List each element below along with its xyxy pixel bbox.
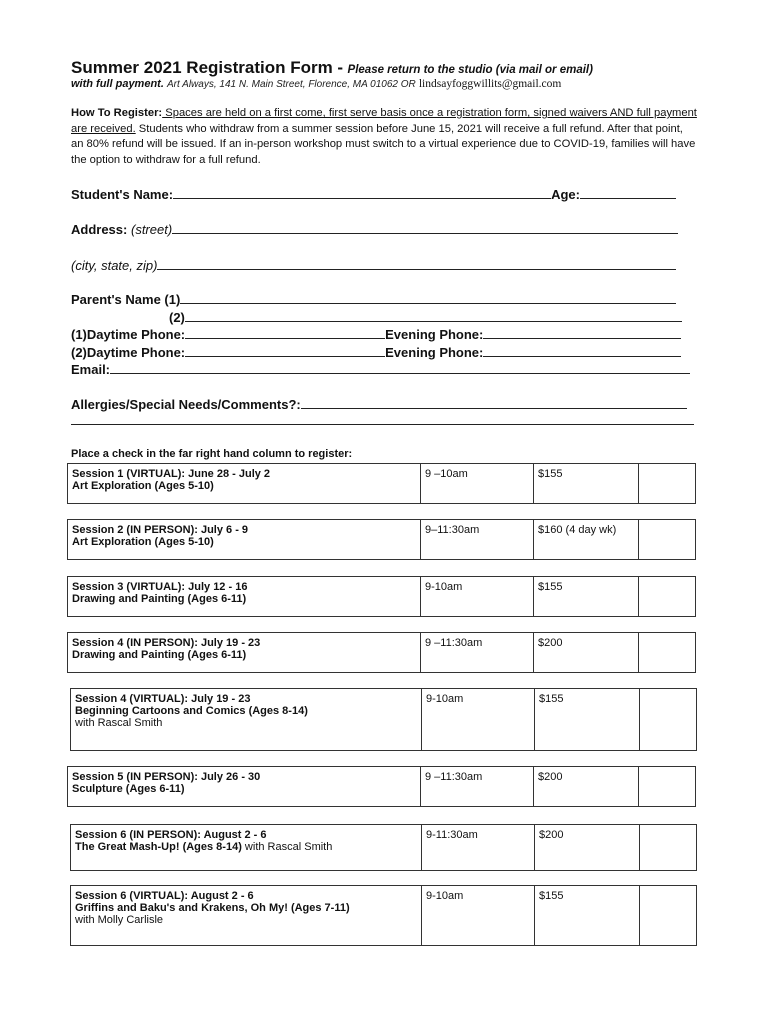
session-info [71,886,422,946]
allergies-label: Allergies/Special Needs/Comments?: [71,397,301,412]
email-label: Email: [71,362,111,377]
session-name: Drawing and Painting (Ages 6-11) [72,593,247,605]
session-title: Session 1 (VIRTUAL): June 28 - July 2 [72,468,271,480]
student-name-row [71,186,676,202]
session-name: The Great Mash-Up! (Ages 8-14) [75,841,242,853]
session-time: 9 –11:30am [421,767,534,807]
session-name: Art Exploration (Ages 5-10) [72,536,214,548]
parent1-row [71,291,676,307]
session-info [68,577,421,617]
daytime1-row [71,326,681,342]
parent2-row [169,309,682,325]
session-row [67,576,696,617]
session-name: Beginning Cartoons and Comics (Ages 8-14) [75,705,308,717]
session-row [70,824,697,871]
register-checkbox[interactable] [639,633,696,673]
session-time: 9–11:30am [421,520,534,560]
session-title: Session 4 (VIRTUAL): July 19 - 23 [75,693,251,705]
evening1-input[interactable] [483,326,681,339]
session-row [70,688,697,751]
how-to-rest: Students who withdraw from a summer session before June 15, 2021 will receive a full refund. After that point, an 80% refund will be issued. If an in-person workshop must switch to a virtual experience due to COVID-19, families will have the option to withdraw for a full refund. [71,122,696,166]
register-checkbox[interactable] [639,464,696,504]
street-label: (street) [130,222,173,237]
session-title: Session 2 (IN PERSON): July 6 - 9 [72,524,249,536]
session-price: $155 [535,886,640,946]
session-time: 9-11:30am [422,825,535,871]
age-label: Age: [551,187,580,202]
session-info [71,825,422,871]
age-input[interactable] [580,186,676,199]
session-time: 9-10am [422,689,535,751]
evening2-input[interactable] [483,344,681,357]
session-title: Session 5 (IN PERSON): July 26 - 30 [72,771,261,783]
session-price: $200 [535,825,640,871]
session-info [68,633,421,673]
session-name: Art Exploration (Ages 5-10) [72,480,214,492]
student-name-label: Student's Name: [71,187,174,202]
session-time: 9-10am [421,577,534,617]
street-row [71,221,678,237]
payment-note: with full payment. [71,78,164,90]
session-time: 9 –10am [421,464,534,504]
parent1-label: Parent's Name (1) [71,292,181,307]
session-instructor: with Rascal Smith [241,841,333,853]
parent2-input[interactable] [185,309,682,322]
session-price: $155 [535,689,640,751]
session-info [68,464,421,504]
how-to-register [71,106,697,168]
session-price: $160 (4 day wk) [534,520,639,560]
allergies-input[interactable] [301,396,687,409]
session-instructor: with Rascal Smith [75,717,163,729]
email-input[interactable] [110,361,690,374]
address-label: Address: [71,222,128,237]
form-title: Summer 2021 Registration Form - [71,58,344,77]
register-checkbox[interactable] [639,520,696,560]
studio-address: Art Always, 141 N. Main Street, Florence, MA 01062 OR [166,79,416,90]
city-label: (city, state, zip) [71,258,158,273]
email-row [71,361,690,377]
evening2-label: Evening Phone: [385,345,484,360]
daytime1-label: (1)Daytime Phone: [71,327,186,342]
session-price: $155 [534,577,639,617]
parent1-input[interactable] [180,291,676,304]
session-time: 9-10am [422,886,535,946]
register-checkbox[interactable] [640,689,697,751]
street-input[interactable] [172,221,678,234]
register-checkbox[interactable] [640,886,697,946]
form-header [71,58,711,78]
city-input[interactable] [157,257,676,270]
session-row [70,885,697,946]
daytime2-label: (2)Daytime Phone: [71,345,186,360]
daytime2-input[interactable] [185,344,385,357]
session-instructor: with Molly Carlisle [75,914,164,926]
studio-email[interactable]: lindsayfoggwillits@gmail.com [418,78,562,90]
session-title: Session 6 (VIRTUAL): August 2 - 6 [75,890,254,902]
session-row [67,766,696,807]
how-to-label: How To Register: [71,107,163,119]
allergies-row [71,396,687,412]
evening1-label: Evening Phone: [385,327,484,342]
session-row [67,519,696,560]
session-info [68,520,421,560]
session-row [67,463,696,504]
session-price: $200 [534,633,639,673]
session-title: Session 6 (IN PERSON): August 2 - 6 [75,829,267,841]
register-instructions: Place a check in the far right hand column to register: [71,448,353,460]
session-title: Session 4 (IN PERSON): July 19 - 23 [72,637,261,649]
form-subtitle: Please return to the studio (via mail or email) [347,64,593,76]
session-info [71,689,422,751]
allergies-line-2[interactable] [71,424,694,425]
daytime1-input[interactable] [185,326,385,339]
session-price: $155 [534,464,639,504]
session-title: Session 3 (VIRTUAL): July 12 - 16 [72,581,248,593]
session-name: Drawing and Painting (Ages 6-11) [72,649,247,661]
session-name: Griffins and Baku's and Krakens, Oh My! (Ages 7-11) [75,902,350,914]
register-checkbox[interactable] [640,825,697,871]
return-address [71,78,561,90]
session-row [67,632,696,673]
register-checkbox[interactable] [639,767,696,807]
how-to-underlined: Spaces are held on a first come, first serve basis once a registration form, signed waivers AND full payment are received. [71,107,697,135]
register-checkbox[interactable] [639,577,696,617]
student-name-input[interactable] [173,186,551,199]
session-name: Sculpture (Ages 6-11) [72,783,185,795]
session-time: 9 –11:30am [421,633,534,673]
city-row [71,257,676,273]
session-price: $200 [534,767,639,807]
session-info [68,767,421,807]
daytime2-row [71,344,681,360]
parent2-label: (2) [169,310,185,325]
